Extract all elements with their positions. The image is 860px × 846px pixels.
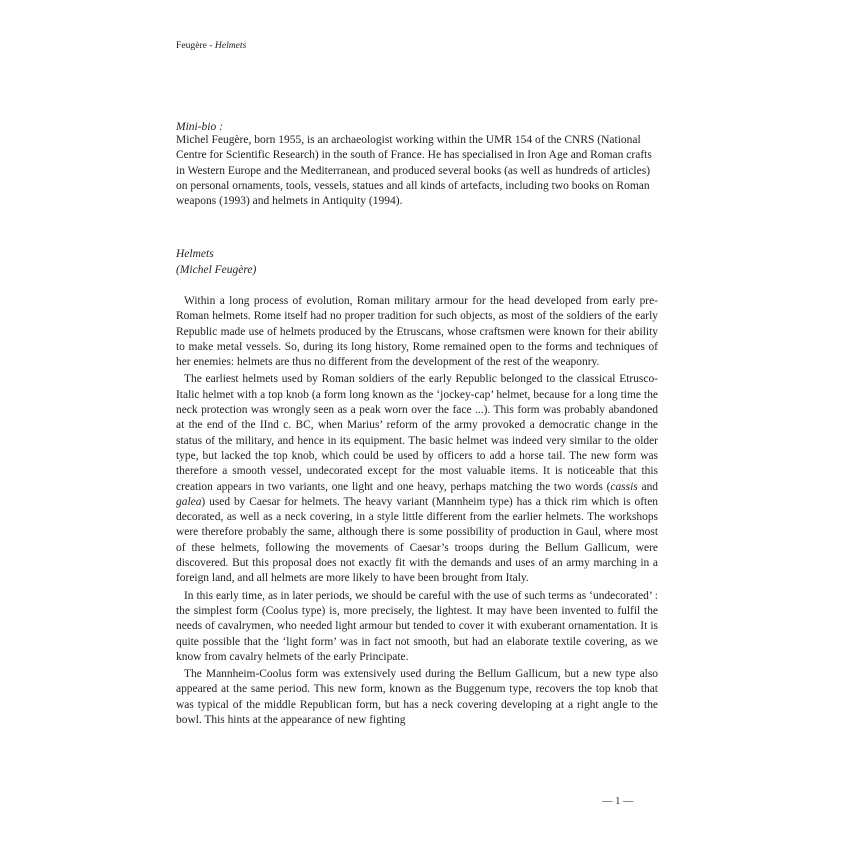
latin-term-galea: galea bbox=[176, 495, 202, 508]
article-author: (Michel Feugère) bbox=[176, 264, 257, 276]
paragraph-text: ) used by Caesar for helmets. The heavy variant (Mannheim type) has a thick rim which is often decorated, as well as a neck covering, in a style little different from the earlier helmets. The workshops were therefore probably the same, although there is some possibility of production in Gaul, where most of these helmets, following the movements of Caesar’s troops during the Bellum Gallicum, were discovered. But this proposal does not exactly fit with the demands and uses of an army marching in a foreign land, and all helmets are more likely to have been brought from Italy. bbox=[176, 495, 658, 585]
document-page bbox=[176, 0, 658, 846]
running-header bbox=[176, 40, 246, 51]
page-number: — 1 — bbox=[602, 796, 634, 807]
paragraph-text: and bbox=[637, 480, 659, 493]
paragraph-text: The earliest helmets used by Roman soldiers of the early Republic belonged to the classical Etrusco-Italic helmet with a top knob (a form long known as the ‘jockey-cap’ helmet, because for a long time the neck protection was wrongly seen as a peak worn over the face ...). This form was probably abandoned at the end of the IInd c. BC, when Marius’ reform of the army provoked a democratic change in the status of the military, and hence in its equipment. The basic helmet was indeed very similar to the older type, but lacked the top knob, which could be used by officers to add a horse tail. The new form was therefore a smooth vessel, undecorated except for the most valuable items. It is noticeable that this creation appears in two variants, one light and one heavy, perhaps matching the two words ( bbox=[176, 373, 658, 493]
mini-bio-section bbox=[176, 120, 658, 209]
paragraph bbox=[176, 372, 658, 586]
article-title: Helmets bbox=[176, 248, 214, 260]
header-title: Helmets bbox=[214, 40, 247, 51]
header-author: Feugère - bbox=[176, 40, 215, 51]
paragraph: The Mannheim-Coolus form was extensively used during the Bellum Gallicum, but a new type also appeared at the same period. This new form, known as the Buggenum type, recovers the top knob that was typical of the middle Republican form, but has a neck covering developing at a right angle to the bowl. This hints at the appearance of new fighting bbox=[176, 668, 658, 727]
article-body bbox=[176, 294, 658, 730]
latin-term-cassis: cassis bbox=[610, 480, 638, 493]
paragraph: Within a long process of evolution, Roman military armour for the head developed from early pre-Roman helmets. Rome itself had no proper tradition for such objects, as most of the soldiers of the early Republic made use of helmets produced by the Etruscans, whose craftsmen were known for their ability to make metal vessels. So, during its long history, Rome remained open to the forms and techniques of her enemies: helmets are thus no different from the development of the rest of the weaponry. bbox=[176, 295, 658, 369]
paragraph: In this early time, as in later periods, we should be careful with the use of such terms as ‘undecorated’ : the simplest form (Coolus type) is, more precisely, the lightest. It may have been invented to fulfil the needs of cavalrymen, who needed light armour but tended to cover it with exuberant ornamentation. It is quite possible that the ‘light form’ was in fact not smooth, but had an elaborate textile covering, as we know from cavalry helmets of the early Principate. bbox=[176, 589, 658, 663]
mini-bio-text: Michel Feugère, born 1955, is an archaeologist working within the UMR 154 of the CNRS (National Centre for Scientific Research) in the south of France. He has specialised in Iron Age and Roman crafts in Western Europe and the Mediterranean, and produced several books (as well as hundreds of articles) on personal ornaments, tools, vessels, statues and all kinds of artefacts, including two books on Roman weapons (1993) and helmets in Antiquity (1994). bbox=[176, 134, 652, 208]
mini-bio-label: Mini-bio : bbox=[176, 121, 223, 133]
